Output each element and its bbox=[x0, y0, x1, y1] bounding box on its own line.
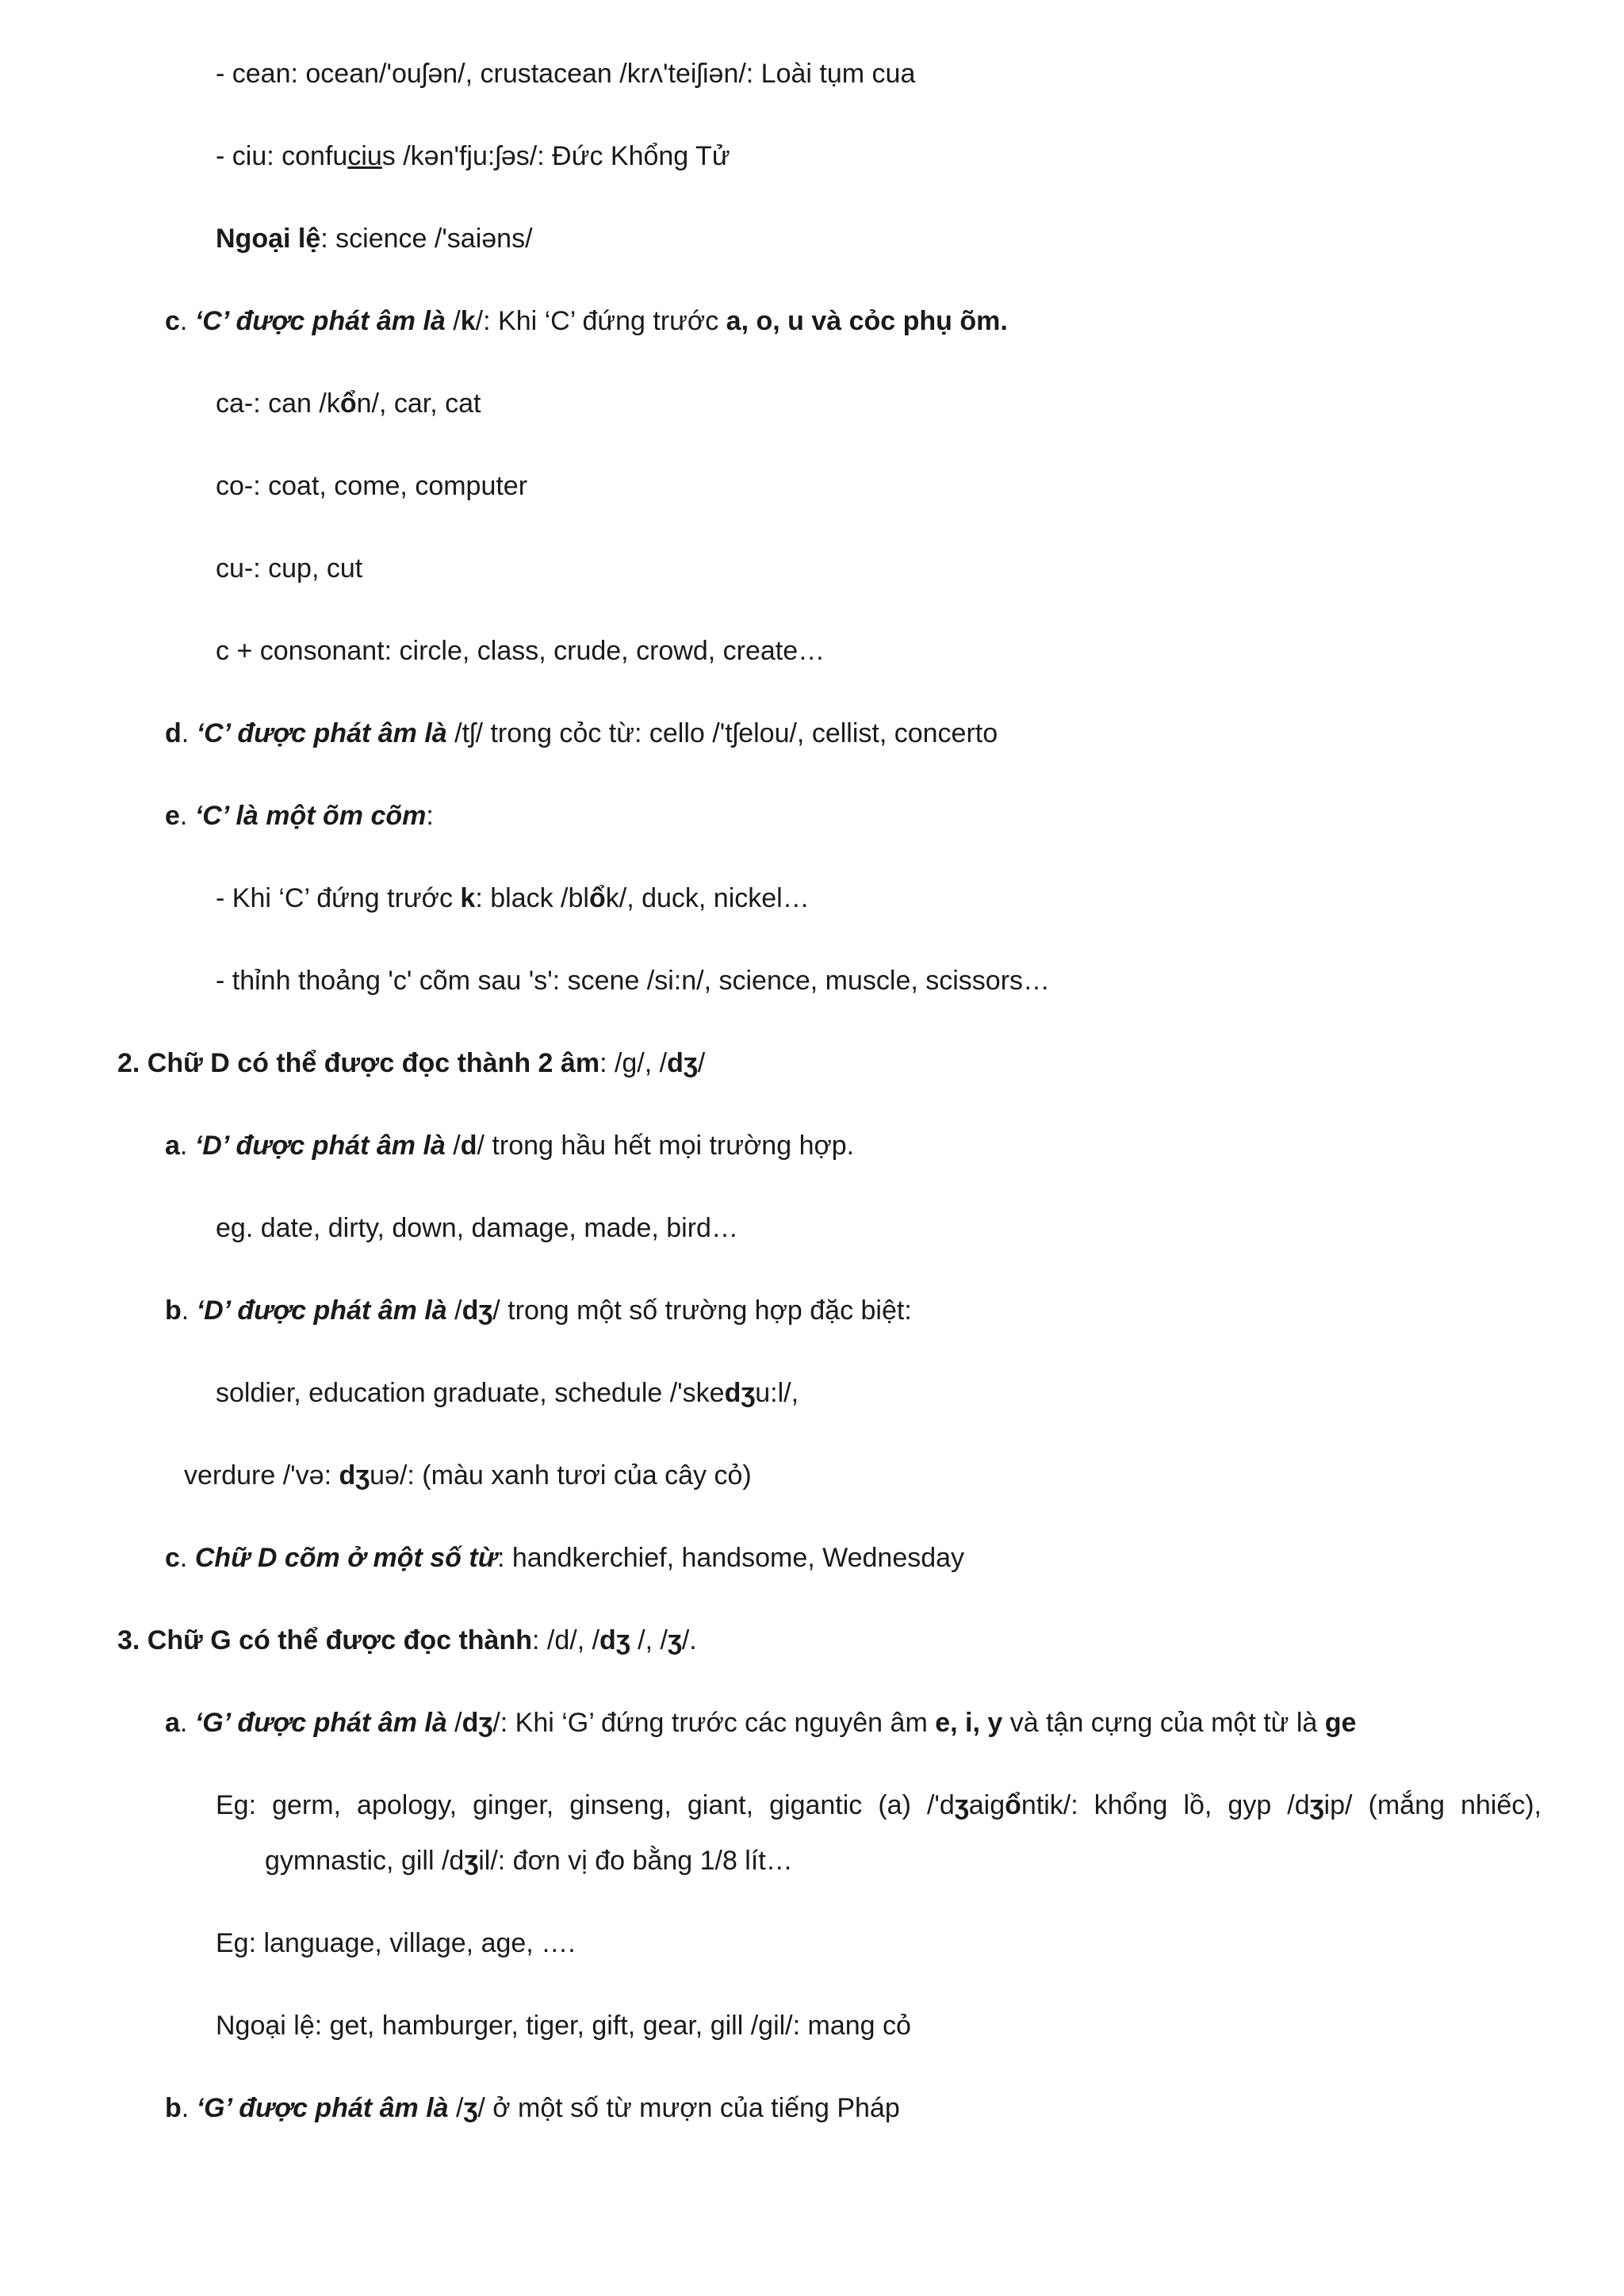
line-text: ca-: can /k bbox=[216, 388, 340, 419]
text-line bbox=[216, 634, 825, 668]
line-text: soldier, education graduate, schedule /'ske bbox=[216, 1378, 725, 1408]
line-text: verdure /'və: bbox=[184, 1460, 339, 1490]
line-text: /, / bbox=[630, 1625, 668, 1655]
phoneme: dʒ bbox=[339, 1460, 370, 1490]
bold-italic-text: ‘D’ được phát âm là bbox=[196, 1295, 447, 1326]
item-marker: e bbox=[165, 801, 180, 831]
bold-text: a, o, u và cỏc phụ õm. bbox=[726, 306, 1008, 336]
line-text: / ở một số từ mượn của tiếng Pháp bbox=[477, 2093, 900, 2123]
bold-italic-text: ‘G’ được phát âm là bbox=[194, 1708, 447, 1738]
underlined-text: ciu bbox=[347, 141, 382, 171]
bold-italic-text: ‘C’ là một õm cõm bbox=[194, 801, 427, 831]
line-text: . bbox=[179, 1131, 195, 1161]
sub-heading bbox=[165, 1129, 854, 1162]
phoneme: k bbox=[460, 306, 476, 336]
line-text: / bbox=[697, 1048, 706, 1078]
line-text: - cean: ocean/'ouʃən/, crustacean /krʌ'teiʃiən/: Loài tụm cua bbox=[216, 59, 916, 89]
text-line bbox=[216, 2009, 911, 2042]
line-text: / bbox=[448, 2093, 464, 2123]
text-line bbox=[216, 469, 527, 503]
line-text: /: Khi ‘C’ đứng trước bbox=[475, 306, 726, 336]
line-text: : /g/, / bbox=[599, 1048, 668, 1078]
line-text: gymnastic, gill /d bbox=[265, 1846, 465, 1876]
line-text: / bbox=[446, 1708, 462, 1738]
bold-italic-text: Chữ D cõm ở một số từ bbox=[194, 1543, 497, 1573]
line-text: cu-: cup, cut bbox=[216, 553, 363, 584]
phoneme: ʒ bbox=[464, 1846, 479, 1876]
phoneme: dʒ bbox=[724, 1378, 756, 1408]
line-text: và tận cựng của một từ là bbox=[1002, 1708, 1325, 1738]
line-text: - Khi ‘C’ đứng trước bbox=[216, 883, 461, 913]
line-text: . bbox=[179, 1543, 195, 1573]
item-marker: c bbox=[165, 306, 180, 336]
line-text: Ngoại lệ: get, hamburger, tiger, gift, gear, gill /gil/: mang cỏ bbox=[216, 2011, 911, 2041]
line-text: . bbox=[179, 1708, 195, 1738]
sub-heading bbox=[165, 2091, 900, 2125]
item-marker: a bbox=[165, 1131, 180, 1161]
bold-text: ổ bbox=[588, 883, 606, 913]
text-line bbox=[216, 882, 810, 915]
phoneme: dʒ bbox=[462, 1295, 493, 1326]
line-text: . bbox=[181, 718, 197, 748]
line-text: - thỉnh thoảng 'c' cõm sau 's': scene /si:n/, science, muscle, scissors… bbox=[216, 966, 1051, 996]
text-line bbox=[216, 1376, 799, 1410]
line-text: : bbox=[426, 801, 434, 831]
phoneme: ʒ bbox=[463, 2093, 478, 2123]
text-line bbox=[216, 387, 481, 420]
line-text: /: Khi ‘G’ đứng trước các nguyên âm bbox=[492, 1708, 936, 1738]
text-line bbox=[216, 1211, 738, 1245]
line-text: n/, car, cat bbox=[356, 388, 481, 419]
text-line bbox=[184, 1459, 752, 1492]
line-text: co-: coat, come, computer bbox=[216, 471, 528, 501]
item-marker: d bbox=[165, 718, 182, 748]
bold-text: ổ bbox=[1005, 1790, 1021, 1820]
line-text: ip/ (mắng nhiếc), bbox=[1323, 1790, 1542, 1820]
item-marker: c bbox=[165, 1543, 180, 1573]
sub-heading bbox=[165, 1706, 1356, 1739]
sub-heading bbox=[165, 799, 434, 832]
text-line bbox=[216, 57, 915, 90]
line-text: uə/: (màu xanh tươi của cây cỏ) bbox=[370, 1460, 752, 1490]
phoneme: d bbox=[460, 1131, 477, 1161]
line-text: / bbox=[445, 1131, 461, 1161]
text-line bbox=[216, 140, 730, 173]
bold-italic-text: ‘C’ được phát âm là bbox=[196, 718, 447, 748]
item-marker: b bbox=[165, 2093, 182, 2123]
phoneme: dʒ bbox=[599, 1625, 630, 1655]
text-line bbox=[216, 1789, 1542, 1822]
line-text: eg. date, dirty, down, damage, made, bird… bbox=[216, 1213, 738, 1243]
line-text: Eg: germ, apology, ginger, ginseng, giant, gigantic (a) /'d bbox=[216, 1790, 955, 1820]
bold-label: Ngoại lệ bbox=[216, 224, 321, 254]
line-text: . bbox=[179, 306, 195, 336]
line-text: aig bbox=[968, 1790, 1005, 1820]
line-text: il/: đơn vị đo bằng 1/8 lít… bbox=[478, 1846, 793, 1876]
section-heading bbox=[117, 1047, 705, 1080]
text-line bbox=[216, 222, 533, 255]
bold-italic-text: ‘G’ được phát âm là bbox=[196, 2093, 449, 2123]
line-text: : handkerchief, handsome, Wednesday bbox=[496, 1543, 965, 1573]
bold-italic-text: ‘C’ được phát âm là bbox=[194, 306, 446, 336]
sub-heading bbox=[165, 1294, 912, 1327]
line-text: - ciu: confu bbox=[216, 141, 348, 171]
line-text: / bbox=[445, 306, 461, 336]
sub-heading bbox=[165, 717, 998, 750]
text-line bbox=[216, 552, 362, 585]
text-line bbox=[216, 964, 1050, 997]
line-text: /tʃ/ trong cỏc từ: cello /'tʃelou/, cellist, concerto bbox=[446, 718, 998, 748]
sub-heading bbox=[165, 304, 1008, 338]
phoneme: dʒ bbox=[667, 1048, 698, 1078]
bold-text: ổ bbox=[339, 388, 357, 419]
phoneme: ʒ bbox=[1309, 1790, 1324, 1820]
line-text: . bbox=[181, 2093, 197, 2123]
item-marker: a bbox=[165, 1708, 180, 1738]
bold-text: k bbox=[460, 883, 476, 913]
line-text: k/, duck, nickel… bbox=[605, 883, 810, 913]
phoneme: ʒ bbox=[954, 1790, 969, 1820]
line-text: / trong một số trường hợp đặc biệt: bbox=[492, 1295, 912, 1326]
line-text: c + consonant: circle, class, crude, crowd, create… bbox=[216, 636, 825, 666]
line-text: : black /bl bbox=[475, 883, 589, 913]
line-text: Eg: language, village, age, …. bbox=[216, 1928, 576, 1958]
text-line bbox=[216, 1927, 576, 1960]
section-heading bbox=[117, 1624, 697, 1657]
sub-heading bbox=[165, 1541, 964, 1575]
section-title: 2. Chữ D có thể được đọc thành 2 âm bbox=[117, 1048, 600, 1078]
line-text: s /kən'fju:ʃəs/: Đức Khổng Tử bbox=[381, 141, 730, 171]
line-text: . bbox=[179, 801, 195, 831]
phoneme: ʒ bbox=[667, 1625, 682, 1655]
phoneme: dʒ bbox=[462, 1708, 493, 1738]
bold-text: e, i, y bbox=[935, 1708, 1003, 1738]
text-line bbox=[265, 1844, 793, 1877]
line-text: . bbox=[181, 1295, 197, 1326]
line-text: ntik/: khổng lồ, gyp /d bbox=[1021, 1790, 1310, 1820]
line-text: : science /'saiəns/ bbox=[320, 224, 533, 254]
bold-text: ge bbox=[1324, 1708, 1357, 1738]
section-title: 3. Chữ G có thể được đọc thành bbox=[117, 1625, 532, 1655]
line-text: / trong hầu hết mọi trường hợp. bbox=[477, 1131, 855, 1161]
line-text: /. bbox=[681, 1625, 697, 1655]
item-marker: b bbox=[165, 1295, 182, 1326]
line-text: u:l/, bbox=[755, 1378, 799, 1408]
line-text: / bbox=[446, 1295, 462, 1326]
line-text: : /d/, / bbox=[532, 1625, 600, 1655]
bold-italic-text: ‘D’ được phát âm là bbox=[194, 1131, 446, 1161]
